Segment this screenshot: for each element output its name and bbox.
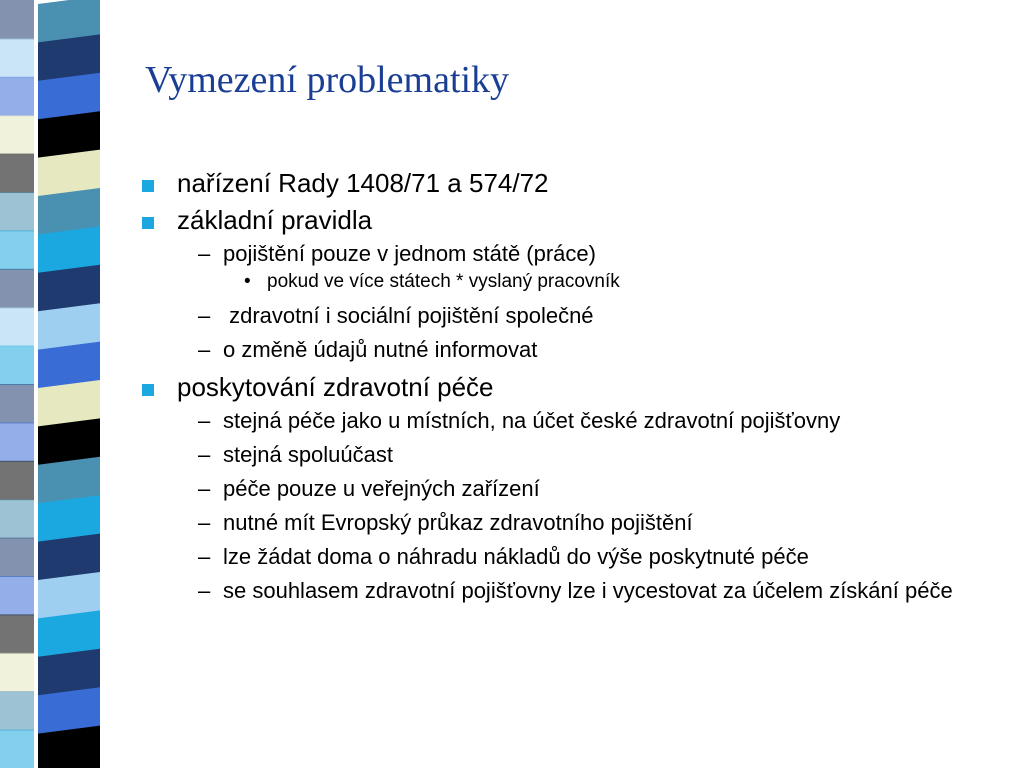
bullet-text: stejná péče jako u místních, na účet české zdravotní pojišťovny [223, 408, 841, 433]
bullet-item [140, 168, 1000, 199]
sub-bullet-item [140, 304, 1000, 327]
stripe-accent [0, 307, 34, 346]
sub-bullet-item [140, 511, 1000, 534]
stripe-accent [0, 422, 34, 461]
decorative-stripe-bar [0, 0, 120, 768]
stripe-accent [0, 384, 34, 423]
sub-bullet-item [140, 579, 983, 602]
bullet-text: nutné mít Evropský průkaz zdravotního pojištění [223, 510, 693, 535]
stripe-accent [0, 538, 34, 577]
sub-bullet-item [140, 338, 1000, 361]
dash-bullet-icon: – [198, 544, 211, 569]
bullet-text: se souhlasem zdravotní pojišťovny lze i vycestovat za účelem získání péče [223, 578, 953, 603]
dash-bullet-icon: – [198, 476, 211, 501]
bullet-text: stejná spoluúčast [223, 442, 393, 467]
slide-title: Vymezení problematiky [145, 59, 510, 101]
sub-sub-bullet-item [140, 271, 1000, 293]
dash-bullet-icon: – [198, 578, 211, 603]
bullet-text: nařízení Rady 1408/71 a 574/72 [177, 168, 549, 198]
bullet-text: poskytování zdravotní péče [177, 372, 494, 402]
stripe-accent [0, 192, 34, 231]
stripe-accent [0, 653, 34, 692]
dash-bullet-icon: – [198, 303, 211, 328]
stripe-accent [0, 614, 34, 653]
stripe-accent [0, 499, 34, 538]
bullet-item [140, 205, 1000, 236]
square-bullet-icon [142, 180, 154, 192]
stripe-accent [0, 77, 34, 116]
bullet-text: péče pouze u veřejných zařízení [223, 476, 540, 501]
stripe-accent [0, 691, 34, 730]
stripe-accent [0, 154, 34, 193]
stripe-accent [0, 576, 34, 615]
sub-bullet-item [140, 477, 1000, 500]
bullet-text: pokud ve více státech * vyslaný pracovník [267, 271, 620, 292]
square-bullet-icon [142, 217, 154, 229]
square-bullet-icon [142, 384, 154, 396]
bullet-item [140, 372, 1000, 403]
bullet-text: zdravotní i sociální pojištění společné [223, 303, 594, 328]
stripe-accent [0, 38, 34, 77]
bullet-text: o změně údajů nutné informovat [223, 337, 538, 362]
stripe-accent [0, 269, 34, 308]
sub-bullet-item [140, 545, 1000, 568]
dot-bullet-icon: • [244, 271, 251, 292]
stripe-accent [0, 0, 34, 39]
dash-bullet-icon: – [198, 408, 211, 433]
dash-bullet-icon: – [198, 510, 211, 535]
stripe-accent [0, 346, 34, 385]
stripe-accent [0, 730, 34, 768]
dash-bullet-icon: – [198, 337, 211, 362]
sub-bullet-item [140, 443, 1000, 466]
sub-bullet-item [140, 409, 983, 432]
stripe-accent [0, 230, 34, 269]
dash-bullet-icon: – [198, 241, 211, 266]
dash-bullet-icon: – [198, 442, 211, 467]
bullet-text: pojištění pouze v jednom státě (práce) [223, 241, 596, 266]
stripe-graphic [0, 0, 120, 768]
sub-bullet-item [140, 242, 1000, 265]
stripe-accent [0, 461, 34, 500]
bullet-text: lze žádat doma o náhradu nákladů do výše poskytnuté péče [223, 544, 809, 569]
stripe-accent [0, 115, 34, 154]
bullet-text: základní pravidla [177, 205, 373, 235]
bullet-list [140, 168, 1000, 613]
